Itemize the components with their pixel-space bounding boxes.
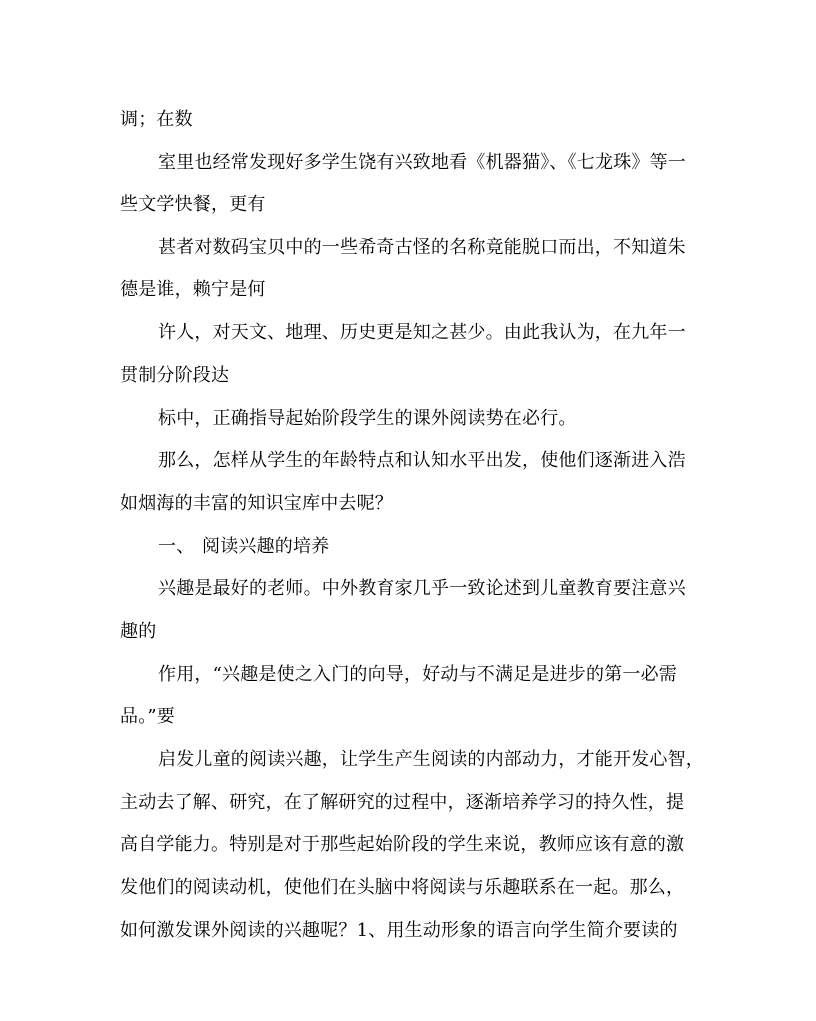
section-heading-number: 一、 [158, 536, 195, 557]
paragraph-line: 室里也经常发现好多学生饶有兴致地看《机器猫》、《七龙珠》等一 [158, 152, 686, 173]
paragraph-line: 品。”要 [120, 706, 176, 727]
paragraph-line: 如何激发课外阅读的兴趣呢？1、用生动形象的语言向学生简介要读的 [120, 920, 678, 941]
paragraph-line: 调；在数 [120, 109, 193, 130]
paragraph-line: 作用，“兴趣是使之入门的向导，好动与不满足是进步的第一必需 [158, 664, 677, 685]
section-heading [158, 535, 738, 559]
paragraph-line: 那么，怎样从学生的年龄特点和认知水平出发，使他们逐渐进入浩 [158, 450, 686, 471]
paragraph-line: 趣的 [120, 621, 157, 642]
paragraph-line: 兴趣是最好的老师。中外教育家几乎一致论述到儿童教育要注意兴 [158, 578, 686, 599]
paragraph-line: 发他们的阅读动机，使他们在头脑中将阅读与乐趣联系在一起。那么， [120, 877, 685, 898]
paragraph-line: 些文学快餐，更有 [120, 194, 266, 215]
paragraph-line: 贯制分阶段达 [120, 365, 230, 386]
paragraph-line: 启发儿童的阅读兴趣，让学生产生阅读的内部动力，才能开发心智， [158, 749, 704, 770]
paragraph-line: 许人，对天文、地理、历史更是知之甚少。由此我认为，在九年一 [158, 322, 686, 343]
paragraph-line: 高自学能力。特别是对于那些起始阶段的学生来说，教师应该有意的激 [120, 834, 685, 855]
paragraph-line: 甚者对数码宝贝中的一些希奇古怪的名称竟能脱口而出，不知道朱 [158, 237, 686, 258]
paragraph-line: 如烟海的丰富的知识宝库中去呢？ [120, 493, 393, 514]
section-heading-title: 阅读兴趣的培养 [202, 536, 330, 557]
paragraph-line: 标中，正确指导起始阶段学生的课外阅读势在必行。 [158, 408, 577, 429]
paragraph-line: 德是谁，赖宁是何 [120, 279, 266, 300]
paragraph-line: 主动去了解、研究，在了解研究的过程中，逐渐培养学习的持久性，提 [120, 792, 685, 813]
